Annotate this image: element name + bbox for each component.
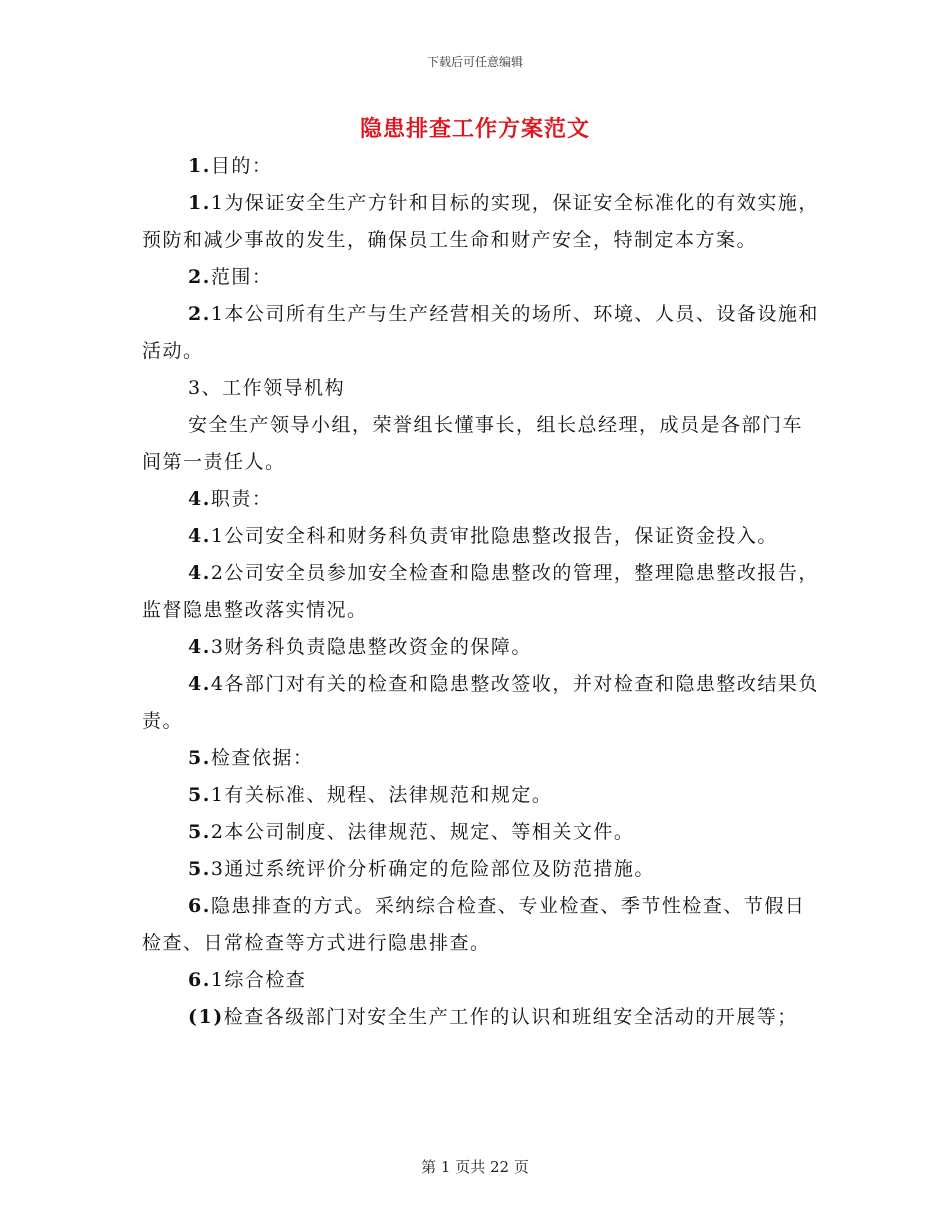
paragraph-text: 3通过系统评价分析确定的危险部位及防范措施。	[210, 858, 655, 880]
header-note: 下载后可任意编辑	[426, 55, 523, 69]
paragraph-text: 检查各级部门对安全生产工作的认识和班组安全活动的开展等；	[223, 1006, 798, 1028]
paragraph-number: 2.	[188, 266, 211, 288]
paragraph-text: 隐患排查的方式。采纳综合检查、专业检查、季节性检查、节假日检查、日常检查等方式进行隐患排查。	[142, 895, 806, 954]
paragraph-text: 2本公司制度、法律规范、规定、等相关文件。	[210, 821, 635, 843]
paragraph-number: 5.	[188, 858, 211, 880]
paragraph-number: 5.	[188, 821, 211, 843]
paragraph-text: 3财务科负责隐患整改资金的保障。	[210, 636, 532, 658]
paragraph	[142, 666, 822, 740]
paragraph-number: 4.	[188, 673, 211, 695]
paragraph-text: 检查依据：	[210, 747, 314, 769]
paragraph-text: 1为保证安全生产方针和目标的实现，保证安全标准化的有效实施，预防和减少事故的发生，确保员工生命和财产安全，特制定本方案。	[142, 192, 819, 251]
paragraph-text: 职责：	[210, 488, 273, 510]
paragraph-text: 2公司安全员参加安全检查和隐患整改的管理，整理隐患整改报告，监督隐患整改落实情况。	[142, 562, 819, 621]
paragraph-number: 2.	[188, 303, 211, 325]
paragraph	[142, 814, 822, 851]
paragraph-number: 6.	[188, 969, 211, 991]
paragraph-text: 1有关标准、规程、法律规范和规定。	[210, 784, 553, 806]
paragraph	[142, 555, 822, 629]
paragraph	[142, 740, 822, 777]
paragraph-number: 5.	[188, 784, 211, 806]
paragraph-number: 4.	[188, 488, 211, 510]
paragraph	[142, 370, 822, 407]
paragraph-text: 目的：	[210, 155, 273, 177]
paragraph	[142, 777, 822, 814]
paragraph-number: 4.	[188, 636, 211, 658]
paragraph	[142, 962, 822, 999]
paragraph-text: 3、工作领导机构	[188, 377, 346, 399]
paragraph	[142, 185, 822, 259]
paragraph-text: 4各部门对有关的检查和隐患整改签收，并对检查和隐患整改结果负责。	[142, 673, 819, 732]
page-number: 第 1 页共 22 页	[421, 1158, 529, 1176]
paragraph-number: (1)	[188, 1006, 224, 1028]
paragraph	[142, 999, 822, 1036]
paragraph	[142, 888, 822, 962]
paragraph	[142, 481, 822, 518]
paragraph-number: 4.	[188, 525, 211, 547]
document-body	[142, 148, 822, 1036]
paragraph-text: 1综合检查	[210, 969, 307, 991]
paragraph	[142, 851, 822, 888]
paragraph-number: 1.	[188, 192, 211, 214]
paragraph	[142, 629, 822, 666]
paragraph-text: 1公司安全科和财务科负责审批隐患整改报告，保证资金投入。	[210, 525, 778, 547]
paragraph-number: 1.	[188, 155, 211, 177]
paragraph	[142, 148, 822, 185]
document-title: 隐患排查工作方案范文	[359, 116, 590, 142]
paragraph	[142, 518, 822, 555]
paragraph	[142, 259, 822, 296]
paragraph-number: 6.	[188, 895, 211, 917]
paragraph-number: 5.	[188, 747, 211, 769]
paragraph-text: 1本公司所有生产与生产经营相关的场所、环境、人员、设备设施和活动。	[142, 303, 819, 362]
paragraph-text: 安全生产领导小组，荣誉组长懂事长，组长总经理，成员是各部门车间第一责任人。	[142, 414, 804, 473]
paragraph-text: 范围：	[210, 266, 273, 288]
paragraph-number: 4.	[188, 562, 211, 584]
paragraph	[142, 296, 822, 370]
paragraph	[142, 407, 822, 481]
